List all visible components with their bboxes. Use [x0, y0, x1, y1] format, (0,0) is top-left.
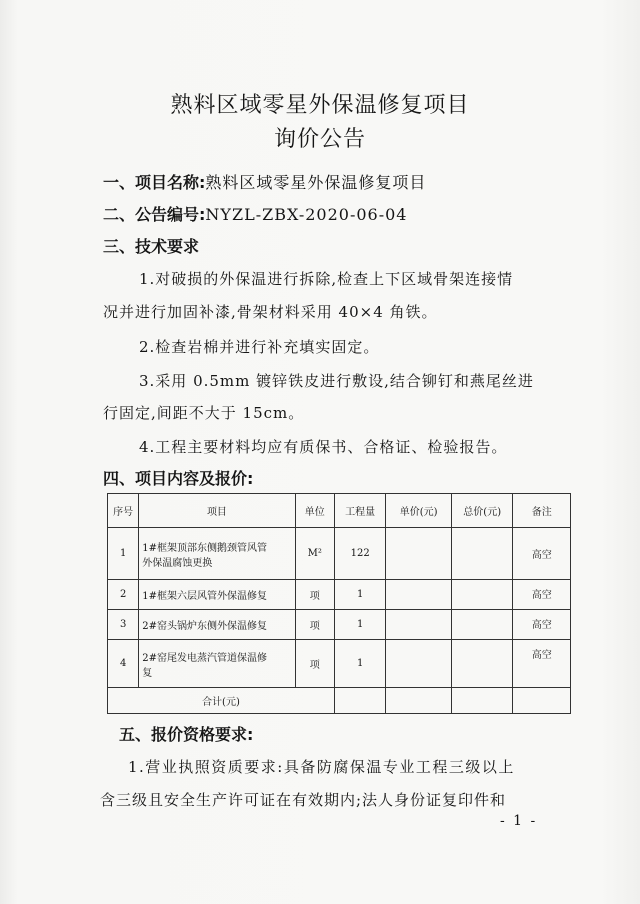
row-qty: 122	[334, 528, 385, 580]
row-total-price	[451, 580, 513, 610]
section-notice-number	[103, 202, 407, 225]
tech-requirement-3-line1: 3.采用 0.5mm 镀锌铁皮进行敷设,结合铆钉和燕尾丝进	[139, 372, 534, 390]
table-row	[108, 580, 571, 610]
header-total-price: 总价(元)	[451, 494, 513, 528]
row-note: 高空	[513, 640, 571, 688]
row-unit-price	[386, 640, 452, 688]
table-header-row	[108, 494, 571, 528]
total-qty	[334, 688, 385, 714]
row-note: 高空	[513, 528, 571, 580]
notice-number-value: NYZL-ZBX-2020-06-04	[205, 205, 408, 224]
section-qualification: 五、报价资格要求:	[119, 725, 254, 744]
header-qty: 工程量	[334, 494, 385, 528]
total-total-price	[451, 688, 513, 714]
row-total-price	[451, 528, 513, 580]
header-unit: 单位	[295, 494, 334, 528]
row-unit: 项	[295, 580, 334, 610]
header-no: 序号	[108, 494, 139, 528]
qualification-line1: 1.营业执照资质要求:具备防腐保温专业工程三级以上	[128, 758, 515, 776]
qualification-line2: 含三级且安全生产许可证在有效期内;法人身份证复印件和	[100, 791, 507, 809]
tech-requirement-2: 2.检查岩棉并进行补充填实固定。	[139, 338, 380, 356]
page-number: - 1 -	[500, 813, 538, 829]
row-note: 高空	[513, 580, 571, 610]
tech-requirement-1-line1: 1.对破损的外保温进行拆除,检查上下区域骨架连接情	[139, 270, 514, 288]
table-row	[108, 640, 571, 688]
section-project-content: 四、项目内容及报价:	[103, 469, 254, 488]
row-no: 1	[108, 528, 139, 580]
table-row	[108, 610, 571, 640]
item-line: 复	[142, 667, 153, 679]
quotation-table	[107, 493, 571, 714]
row-item	[139, 640, 295, 688]
item-line: 1#框架顶部东侧鹅颈管风管	[142, 542, 268, 554]
tech-requirement-3-line2: 行固定,间距不大于 15cm。	[103, 404, 305, 422]
row-qty: 1	[334, 610, 385, 640]
section-project-name	[103, 170, 426, 193]
total-note	[513, 688, 571, 714]
document-title: 熟料区域零星外保温修复项目	[170, 93, 470, 118]
row-qty: 1	[334, 640, 385, 688]
project-name-value: 熟料区域零星外保温修复项目	[205, 173, 427, 192]
row-item	[139, 528, 295, 580]
row-no: 4	[108, 640, 139, 688]
item-line: 1#框架六层风管外保温修复	[142, 591, 268, 602]
row-unit: 项	[295, 610, 334, 640]
header-item: 项目	[139, 494, 295, 528]
document-subtitle: 询价公告	[273, 127, 366, 152]
row-unit: 项	[295, 640, 334, 688]
row-note: 高空	[513, 610, 571, 640]
total-label: 合计(元)	[108, 688, 335, 714]
row-no: 2	[108, 580, 139, 610]
tech-requirement-4: 4.工程主要材料均应有质保书、合格证、检验报告。	[139, 438, 508, 456]
row-unit-price	[386, 610, 452, 640]
item-line: 外保温腐蚀更换	[142, 557, 213, 569]
row-unit-price	[386, 580, 452, 610]
item-line: 2#窑头锅炉东侧外保温修复	[142, 621, 268, 632]
row-unit: M²	[295, 528, 334, 580]
section-tech-requirements: 三、技术要求	[103, 237, 200, 256]
row-no: 3	[108, 610, 139, 640]
table-row	[108, 528, 571, 580]
item-line: 2#窑尾发电蒸汽管道保温修	[142, 652, 268, 664]
header-unit-price: 单价(元)	[386, 494, 452, 528]
row-total-price	[451, 610, 513, 640]
header-note: 备注	[513, 494, 571, 528]
total-unit-price	[386, 688, 452, 714]
tech-requirement-1-line2: 况并进行加固补漆,骨架材料采用 40×4 角铁。	[103, 303, 438, 321]
table-total-row	[108, 688, 571, 714]
row-qty: 1	[334, 580, 385, 610]
row-item	[139, 580, 295, 610]
row-item	[139, 610, 295, 640]
section-label: 一、项目名称:	[103, 173, 206, 192]
row-unit-price	[386, 528, 452, 580]
section-label: 二、公告编号:	[103, 205, 206, 224]
row-total-price	[451, 640, 513, 688]
